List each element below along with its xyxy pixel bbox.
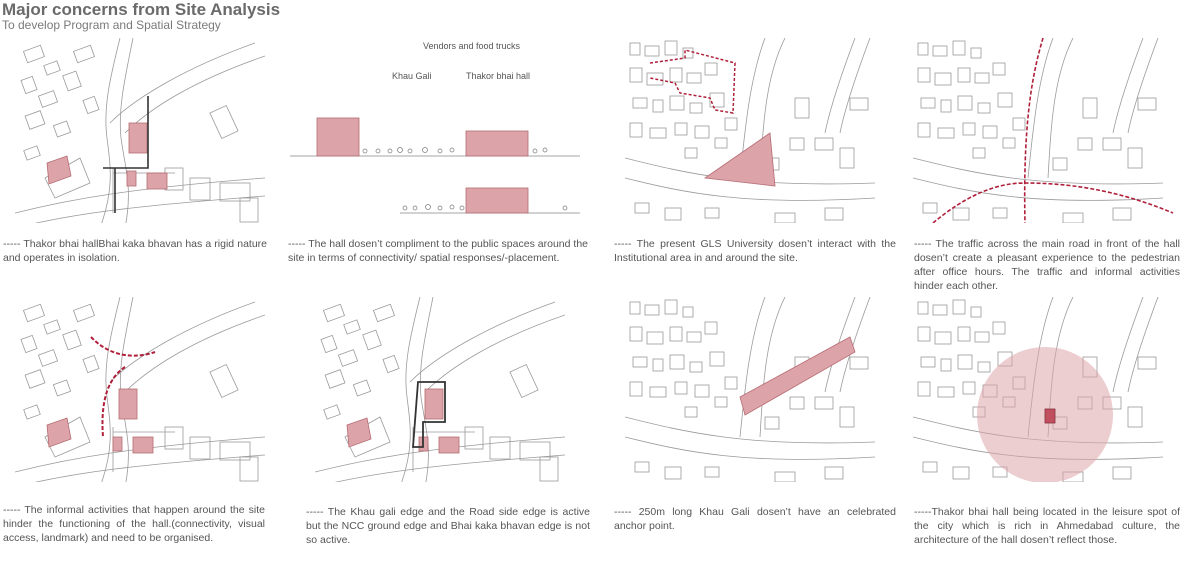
map-panel-6 <box>315 297 565 482</box>
map-panel-8 <box>913 297 1183 482</box>
caption-6: ----- The Khau gali edge and the Road side edge is active but the NCC ground edge and Bhai kaka bhavan edge is not so active. <box>306 506 590 546</box>
section-panel-2 <box>290 38 580 223</box>
caption-4: ----- The traffic across the main road in front of the hall dosen’t create a pleasant experience to the pedestrian after office hours. The traffic and informal activities hinder each other. <box>914 238 1180 292</box>
vendors-label: Vendors and food trucks <box>423 41 521 51</box>
map-panel-1 <box>15 38 265 223</box>
map-panel-5 <box>15 297 265 482</box>
caption-8: -----Thakor bhai hall being located in the leisure spot of the city which is rich in Ahmedabad culture, the architecture of the hall dosen’t reflect those. <box>914 506 1180 546</box>
khau-gali-label: Khau Gali <box>392 71 432 81</box>
map-panel-7 <box>625 297 875 482</box>
thakor-hall-label: Thakor bhai hall <box>466 71 531 81</box>
caption-2: ----- The hall dosen’t compliment to the public spaces around the site in terms of connectivity/ spatial responses/-placement. <box>288 238 588 264</box>
caption-3: ----- The present GLS University dosen’t interact with the Institutional area in and around the site. <box>614 238 896 264</box>
map-panel-3 <box>625 38 875 223</box>
page-subtitle: To develop Program and Spatial Strategy <box>2 18 221 32</box>
caption-1: ----- Thakor bhai hallBhai kaka bhavan has a rigid nature and operates in isolation. <box>3 238 267 264</box>
page-title: Major concerns from Site Analysis <box>2 0 281 19</box>
map-panel-4 <box>913 38 1183 223</box>
caption-7: ----- 250m long Khau Gali dosen’t have an celebrated anchor point. <box>614 506 896 532</box>
caption-5: ----- The informal activities that happen around the site hinder the functioning of the hall.(connectivity, visual access, landmark) and need to be organised. <box>3 504 265 544</box>
